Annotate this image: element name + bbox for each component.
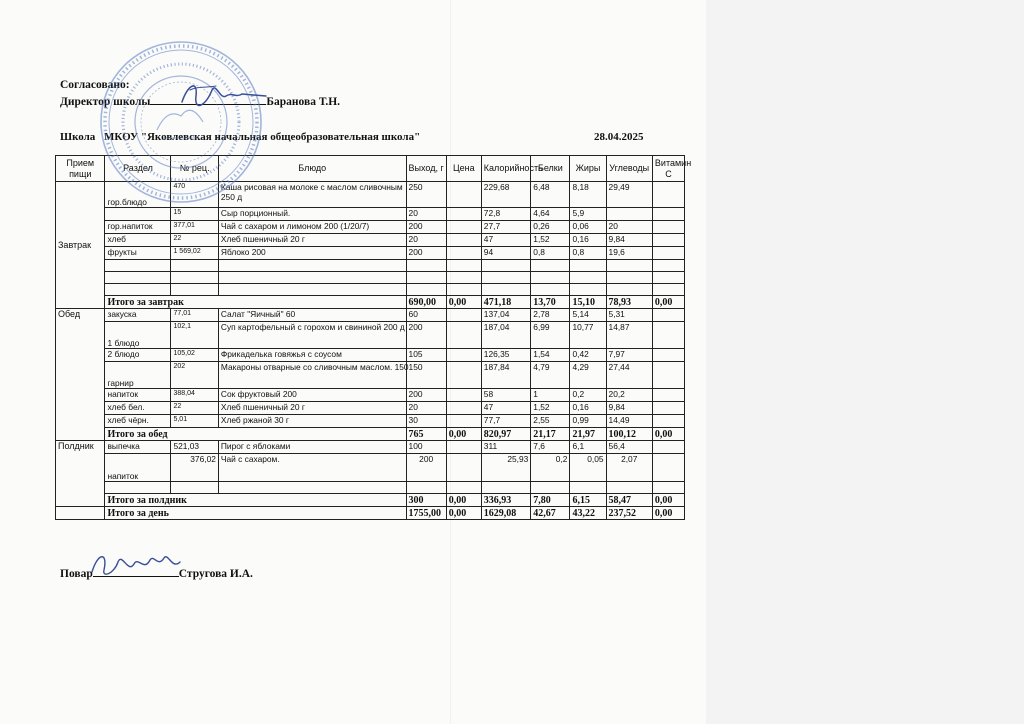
calories-cell: 187,04	[481, 322, 530, 349]
carbs-cell	[606, 208, 652, 221]
recipe-cell: 470	[171, 182, 218, 208]
table-row	[56, 441, 685, 454]
section-cell: гор.блюдо	[105, 182, 171, 208]
fat-cell: 0,16	[570, 402, 606, 415]
protein-cell: 0,8	[531, 247, 570, 260]
table-row	[56, 454, 685, 482]
section-cell: гарнир	[105, 362, 171, 389]
carbs-cell: 56,4	[606, 441, 652, 454]
header-cell: Углеводы	[606, 156, 652, 182]
total-calories: 820,97	[481, 428, 530, 441]
yield-cell: 200	[406, 454, 446, 482]
total-label: Итого за обед	[105, 428, 406, 441]
yield-cell: 100	[406, 441, 446, 454]
header-cell: Жиры	[570, 156, 606, 182]
calories-cell: 311	[481, 441, 530, 454]
recipe-cell: 377,01	[171, 221, 218, 234]
price-cell	[446, 234, 481, 247]
price-cell	[446, 221, 481, 234]
yield-cell: 250	[406, 182, 446, 208]
total-fat: 15,10	[570, 296, 606, 309]
yield-cell: 200	[406, 322, 446, 349]
yield-cell: 20	[406, 402, 446, 415]
dish-cell: Суп картофельный с горохом и свининой 200 д	[218, 322, 406, 349]
header-cell: Раздел	[105, 156, 171, 182]
table-row	[56, 415, 685, 428]
vitamin-c-cell	[652, 234, 684, 247]
signature-line	[93, 565, 179, 577]
cook-name: Стругова И.А.	[178, 568, 253, 580]
day-total-row	[56, 507, 685, 520]
calories-cell: 47	[481, 402, 530, 415]
header-cell: № рец.	[171, 156, 218, 182]
table-row	[56, 362, 685, 389]
table-row	[56, 349, 685, 362]
table-row	[56, 402, 685, 415]
protein-cell: 2,78	[531, 309, 570, 322]
dish-cell: Чай с сахаром.	[218, 454, 406, 482]
total-price: 0,00	[446, 494, 481, 507]
calories-cell: 137,04	[481, 309, 530, 322]
section-cell: фрукты	[105, 247, 171, 260]
calories-cell: 229,68	[481, 182, 530, 208]
carbs-cell: 20,2	[606, 389, 652, 402]
dish-cell: Сыр порционный.	[218, 208, 406, 221]
header-cell: Цена	[446, 156, 481, 182]
carbs-cell: 27,44	[606, 362, 652, 389]
calories-cell: 126,35	[481, 349, 530, 362]
fat-cell: 0,06	[570, 221, 606, 234]
vitamin-c-cell	[652, 208, 684, 221]
section-cell: напиток	[105, 389, 171, 402]
yield-cell: 200	[406, 221, 446, 234]
protein-cell: 0,2	[531, 454, 570, 482]
total-calories: 471,18	[481, 296, 530, 309]
calories-cell: 72,8	[481, 208, 530, 221]
calories-cell: 25,93	[481, 454, 530, 482]
header-cell: Белки	[531, 156, 570, 182]
yield-cell: 20	[406, 208, 446, 221]
calories-cell: 187,84	[481, 362, 530, 389]
total-vitamin-c: 0,00	[652, 296, 684, 309]
total-fat: 6,15	[570, 494, 606, 507]
total-calories: 1629,08	[481, 507, 530, 520]
empty-row	[56, 482, 685, 494]
menu-table	[55, 155, 692, 520]
dish-cell: Яблоко 200	[218, 247, 406, 260]
table-row	[56, 247, 685, 260]
section-cell: хлеб бел.	[105, 402, 171, 415]
carbs-cell: 14,49	[606, 415, 652, 428]
vitamin-c-cell	[652, 221, 684, 234]
dish-cell: Чай с сахаром и лимоном 200 (1/20/7)	[218, 221, 406, 234]
calories-cell: 77,7	[481, 415, 530, 428]
price-cell	[446, 441, 481, 454]
fat-cell: 5,14	[570, 309, 606, 322]
vitamin-c-cell	[652, 322, 684, 349]
price-cell	[446, 362, 481, 389]
carbs-cell: 20	[606, 221, 652, 234]
yield-cell: 20	[406, 234, 446, 247]
price-cell	[446, 309, 481, 322]
dish-cell: Макароны отварные со сливочным маслом. 150	[218, 362, 406, 389]
dish-cell: Хлеб пшеничный 20 г	[218, 402, 406, 415]
price-cell	[446, 322, 481, 349]
recipe-cell: 22	[171, 234, 218, 247]
price-cell	[446, 247, 481, 260]
total-carbs: 237,52	[606, 507, 652, 520]
table-row	[56, 234, 685, 247]
breakfast-total-row	[56, 296, 685, 309]
protein-cell: 1,52	[531, 234, 570, 247]
carbs-cell: 19,6	[606, 247, 652, 260]
carbs-cell: 5,31	[606, 309, 652, 322]
price-cell	[446, 208, 481, 221]
vitamin-c-cell	[652, 441, 684, 454]
vitamin-c-cell	[652, 182, 684, 208]
total-carbs: 100,12	[606, 428, 652, 441]
protein-cell: 1	[531, 389, 570, 402]
carbs-cell: 29,49	[606, 182, 652, 208]
section-cell: хлеб чёрн.	[105, 415, 171, 428]
section-cell: 2 блюдо	[105, 349, 171, 362]
yield-cell: 200	[406, 389, 446, 402]
empty-row	[56, 272, 685, 284]
protein-cell: 4,64	[531, 208, 570, 221]
price-cell	[446, 415, 481, 428]
cook-line	[60, 565, 253, 580]
carbs-cell: 7,97	[606, 349, 652, 362]
total-label: Итого за полдник	[105, 494, 406, 507]
school-name: МКОУ "Яковлевская начальная общеобразовательная школа"	[104, 131, 421, 143]
price-cell	[446, 182, 481, 208]
protein-cell: 1,52	[531, 402, 570, 415]
cook-label: Повар	[60, 568, 93, 580]
price-cell	[446, 349, 481, 362]
yield-cell: 200	[406, 247, 446, 260]
recipe-cell: 388,04	[171, 389, 218, 402]
protein-cell: 2,55	[531, 415, 570, 428]
carbs-cell: 9,84	[606, 234, 652, 247]
fat-cell: 0,16	[570, 234, 606, 247]
total-price: 0,00	[446, 507, 481, 520]
yield-cell: 105	[406, 349, 446, 362]
recipe-cell: 77,01	[171, 309, 218, 322]
protein-cell: 6,99	[531, 322, 570, 349]
total-yield: 690,00	[406, 296, 446, 309]
protein-cell: 0,26	[531, 221, 570, 234]
fat-cell: 0,8	[570, 247, 606, 260]
empty-row	[56, 260, 685, 272]
snack-total-row	[56, 494, 685, 507]
meal-breakfast: Завтрак	[56, 182, 105, 309]
fat-cell: 10,77	[570, 322, 606, 349]
protein-cell: 6,48	[531, 182, 570, 208]
total-yield: 1755,00	[406, 507, 446, 520]
total-carbs: 78,93	[606, 296, 652, 309]
total-calories: 336,93	[481, 494, 530, 507]
signature-line	[150, 93, 266, 105]
yield-cell: 30	[406, 415, 446, 428]
meal-snack: Полдник	[56, 441, 105, 507]
section-cell: напиток	[105, 454, 171, 482]
total-protein: 7,80	[531, 494, 570, 507]
price-cell	[446, 389, 481, 402]
director-label: Директор школы	[60, 96, 151, 108]
total-vitamin-c: 0,00	[652, 507, 684, 520]
table-row	[56, 389, 685, 402]
section-cell: закуска	[105, 309, 171, 322]
carbs-cell: 2,07	[606, 454, 652, 482]
header-cell: Блюдо	[218, 156, 406, 182]
total-vitamin-c: 0,00	[652, 428, 684, 441]
vitamin-c-cell	[652, 362, 684, 389]
protein-cell: 1,54	[531, 349, 570, 362]
protein-cell: 7,6	[531, 441, 570, 454]
approval-heading: Согласовано:	[60, 79, 130, 91]
header-cell: Прием пищи	[56, 156, 105, 182]
header-cell: Выход, г	[406, 156, 446, 182]
total-protein: 13,70	[531, 296, 570, 309]
director-line	[60, 93, 340, 110]
yield-cell: 150	[406, 362, 446, 389]
recipe-cell: 22	[171, 402, 218, 415]
total-protein: 42,67	[531, 507, 570, 520]
fat-cell: 8,18	[570, 182, 606, 208]
total-label: Итого за день	[105, 507, 406, 520]
table-header-row	[56, 156, 685, 182]
empty-row	[56, 284, 685, 296]
table-row	[56, 309, 685, 322]
table-row	[56, 182, 685, 208]
total-protein: 21,17	[531, 428, 570, 441]
total-vitamin-c: 0,00	[652, 494, 684, 507]
carbs-cell: 9,84	[606, 402, 652, 415]
dish-cell: Хлеб пшеничный 20 г	[218, 234, 406, 247]
dish-cell: Каша рисовая на молоке с маслом сливочным 250 д	[218, 182, 406, 208]
fat-cell: 5,9	[570, 208, 606, 221]
fat-cell: 0,99	[570, 415, 606, 428]
table-row	[56, 322, 685, 349]
dish-cell: Сок фруктовый 200	[218, 389, 406, 402]
calories-cell: 27,7	[481, 221, 530, 234]
total-carbs: 58,47	[606, 494, 652, 507]
director-name: Баранова Т.Н.	[266, 96, 341, 108]
table-row	[56, 208, 685, 221]
section-cell: хлеб	[105, 234, 171, 247]
recipe-cell: 521,03	[171, 441, 218, 454]
menu-date: 28.04.2025	[594, 131, 644, 143]
price-cell	[446, 454, 481, 482]
price-cell	[446, 402, 481, 415]
recipe-cell: 202	[171, 362, 218, 389]
fat-cell: 0,2	[570, 389, 606, 402]
protein-cell: 4,79	[531, 362, 570, 389]
fat-cell: 0,42	[570, 349, 606, 362]
total-price: 0,00	[446, 428, 481, 441]
total-fat: 43,22	[570, 507, 606, 520]
calories-cell: 94	[481, 247, 530, 260]
dish-cell: Фрикаделька говяжья с соусом	[218, 349, 406, 362]
header-cell: Калорийность	[481, 156, 530, 182]
total-price: 0,00	[446, 296, 481, 309]
fat-cell: 0,05	[570, 454, 606, 482]
carbs-cell: 14,87	[606, 322, 652, 349]
dish-cell: Хлеб ржаной 30 г	[218, 415, 406, 428]
section-cell: выпечка	[105, 441, 171, 454]
vitamin-c-cell	[652, 415, 684, 428]
vitamin-c-cell	[652, 402, 684, 415]
section-cell: 1 блюдо	[105, 322, 171, 349]
school-label: Школа	[60, 131, 96, 143]
vitamin-c-cell	[652, 454, 684, 482]
scan-background	[706, 0, 1024, 724]
table-row	[56, 221, 685, 234]
fat-cell: 6,1	[570, 441, 606, 454]
calories-cell: 47	[481, 234, 530, 247]
recipe-cell: 5,01	[171, 415, 218, 428]
total-yield: 765	[406, 428, 446, 441]
vitamin-c-cell	[652, 349, 684, 362]
recipe-cell: 376,02	[171, 454, 218, 482]
section-cell	[105, 208, 171, 221]
recipe-cell: 1 569,02	[171, 247, 218, 260]
total-label: Итого за завтрак	[105, 296, 406, 309]
dish-cell: Пирог с яблоками	[218, 441, 406, 454]
total-yield: 300	[406, 494, 446, 507]
vitamin-c-cell	[652, 247, 684, 260]
header-cell: Витамин С	[652, 156, 684, 182]
section-cell: гор.напиток	[105, 221, 171, 234]
yield-cell: 60	[406, 309, 446, 322]
fat-cell: 4,29	[570, 362, 606, 389]
recipe-cell: 102,1	[171, 322, 218, 349]
dish-cell: Салат "Яичный" 60	[218, 309, 406, 322]
vitamin-c-cell	[652, 309, 684, 322]
recipe-cell: 105,02	[171, 349, 218, 362]
calories-cell: 58	[481, 389, 530, 402]
meal-lunch: Обед	[56, 309, 105, 441]
recipe-cell: 15	[171, 208, 218, 221]
vitamin-c-cell	[652, 389, 684, 402]
lunch-total-row	[56, 428, 685, 441]
total-fat: 21,97	[570, 428, 606, 441]
